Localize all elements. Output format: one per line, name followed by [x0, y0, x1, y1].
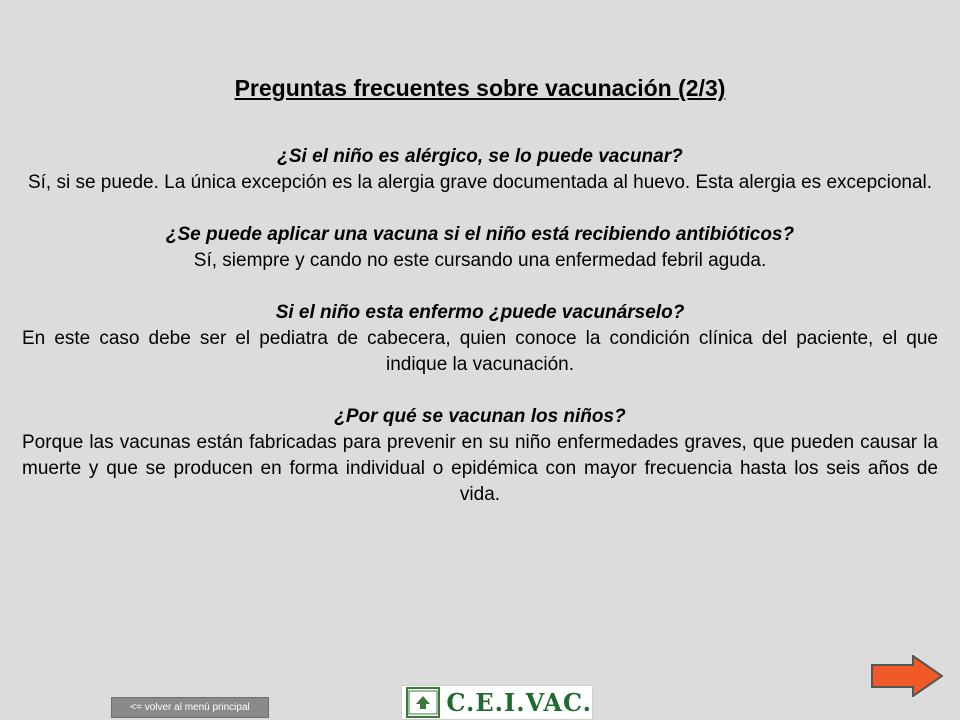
faq-item [22, 222, 938, 274]
faq-question: Si el niño esta enfermo ¿puede vacunárselo? [275, 302, 685, 323]
faq-item [22, 404, 938, 508]
ceivac-logo [401, 685, 593, 720]
faq-answer: Porque las vacunas están fabricadas para prevenir en su niño enfermedades graves, que pueden causar la muerte y que se producen en forma individual o epidémica con mayor frecuencia hasta los seis años de vida. [22, 432, 938, 505]
faq-content [22, 144, 938, 534]
faq-item [22, 144, 938, 196]
logo-seal-icon [406, 687, 440, 718]
back-to-menu-button[interactable]: <= volver al menú principal [111, 697, 269, 718]
faq-answer: Sí, siempre y cando no este cursando una enfermedad febril aguda. [193, 250, 767, 271]
next-arrow-icon[interactable] [871, 655, 943, 697]
faq-question: ¿Por qué se vacunan los niños? [334, 406, 626, 427]
faq-answer: Sí, si se puede. La única excepción es la alergia grave documentada al huevo. Esta alergia es excepcional. [27, 172, 933, 193]
faq-answer: En este caso debe ser el pediatra de cabecera, quien conoce la condición clínica del paciente, el que indique la vacunación. [22, 328, 938, 375]
faq-question: ¿Se puede aplicar una vacuna si el niño está recibiendo antibióticos? [165, 224, 795, 245]
page-title: Preguntas frecuentes sobre vacunación (2/3) [234, 75, 726, 101]
faq-item [22, 300, 938, 378]
logo-text: C.E.I.VAC. [446, 688, 592, 717]
faq-question: ¿Si el niño es alérgico, se lo puede vacunar? [277, 146, 683, 167]
